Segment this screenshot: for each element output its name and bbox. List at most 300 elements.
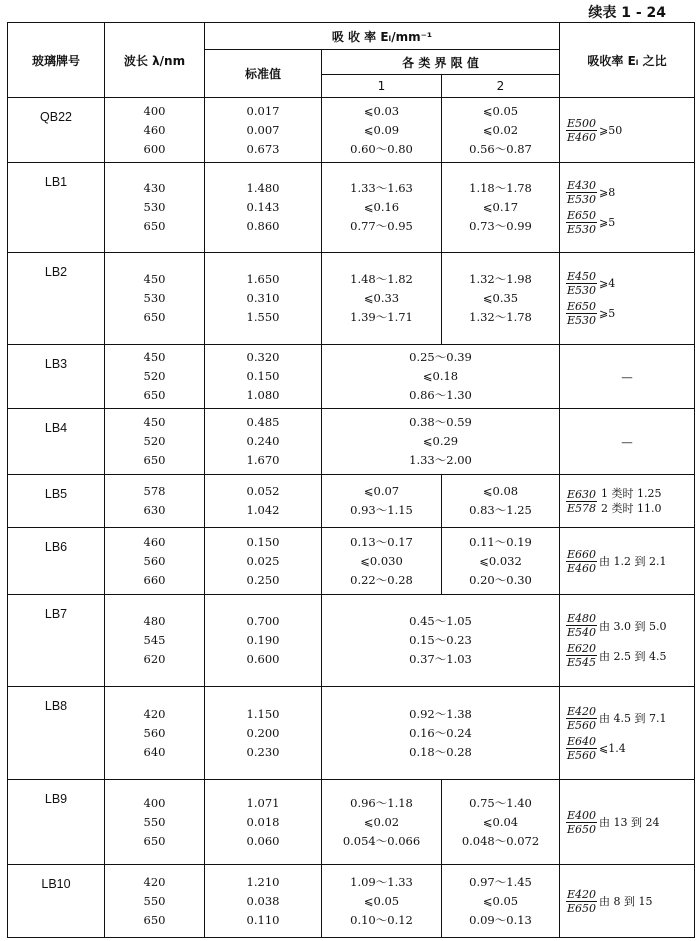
- standard-value-cell: [205, 595, 322, 687]
- ratio-denominator: E530: [567, 314, 597, 327]
- ratio-numerator: E650: [567, 209, 597, 222]
- ratio-cell: [560, 345, 695, 409]
- cell-value: 0.038: [246, 893, 280, 908]
- cell-value: 1.33～1.63: [350, 181, 413, 195]
- cell-value: ⩽0.04: [482, 814, 519, 829]
- cell-value: 0.485: [246, 415, 280, 429]
- glass-grade-cell: LB7: [8, 595, 105, 687]
- cell-value: ⩽0.02: [363, 814, 400, 829]
- limit-merged-cell: [322, 595, 560, 687]
- cell-value: 0.110: [246, 912, 280, 927]
- standard-value-cell: [205, 253, 322, 345]
- ratio-expression: [566, 179, 694, 206]
- cell-value: 0.25～0.39: [409, 350, 472, 364]
- cell-value: 620: [143, 652, 166, 666]
- cell-value: 0.025: [246, 553, 280, 568]
- header-ratio: 吸收率 Eₗ 之比: [560, 23, 695, 98]
- standard-value-cell-lines: [205, 873, 321, 930]
- ratio-expression: [566, 209, 694, 236]
- cell-value: 1.210: [246, 874, 280, 889]
- cell-value: ⩽0.02: [482, 122, 519, 137]
- header-wavelength: 波长 λ/nm: [105, 23, 205, 98]
- cell-value: 0.20～0.30: [469, 572, 532, 587]
- wavelength-cell-lines: [105, 794, 204, 851]
- table-caption: 续表 1 - 24: [588, 5, 666, 21]
- wavelength-cell-lines: [105, 270, 204, 327]
- cell-value: 0.73～0.99: [469, 219, 532, 233]
- cell-value: 0.86～1.30: [409, 388, 472, 402]
- ratio-condition: 由 1.2 到 2.1: [599, 555, 667, 568]
- cell-value: 1.670: [246, 453, 280, 467]
- cell-value: 0.97～1.45: [469, 874, 532, 889]
- cell-value: 460: [143, 122, 166, 137]
- ratio-condition: 由 13 到 24: [599, 816, 660, 829]
- cell-value: 400: [143, 103, 166, 118]
- cell-value: 520: [143, 369, 166, 383]
- limit-class1-cell: [322, 865, 442, 938]
- cell-value: 0.007: [246, 122, 280, 137]
- cell-value: 530: [143, 291, 166, 305]
- cell-value: ⩽0.16: [363, 200, 400, 214]
- limit-class1-cell-lines: [322, 794, 441, 851]
- limit-class2-cell-lines: [442, 179, 559, 236]
- header-absorption: 吸 收 率 Eₗ/mm⁻¹: [205, 23, 560, 50]
- glass-grade-cell: LB3: [8, 345, 105, 409]
- standard-value-cell: [205, 687, 322, 780]
- ratio-numerator: E640: [567, 734, 597, 748]
- cell-value: 560: [143, 725, 166, 740]
- header-standard: 标准值: [205, 50, 322, 98]
- table-row: [8, 98, 695, 163]
- ratio-fraction: [566, 888, 597, 915]
- standard-value-cell: [205, 98, 322, 163]
- cell-value: 1.09～1.33: [350, 874, 413, 889]
- ratio-denominator: E560: [567, 718, 597, 732]
- ratio-condition: ⩾50: [599, 123, 623, 137]
- wavelength-cell: [105, 409, 205, 475]
- ratio-numerator: E400: [567, 808, 597, 822]
- standard-value-cell: [205, 528, 322, 595]
- cell-value: ⩽0.05: [482, 893, 519, 908]
- cell-value: ⩽0.29: [422, 434, 459, 448]
- cell-value: ⩽0.09: [363, 122, 400, 137]
- cell-value: 0.93～1.15: [350, 503, 413, 517]
- ratio-fraction: [566, 300, 597, 327]
- cell-value: ⩽0.33: [363, 291, 400, 305]
- standard-value-cell-lines: [205, 612, 321, 669]
- wavelength-cell-lines: [105, 612, 204, 669]
- ratio-fraction: [566, 179, 597, 206]
- ratio-condition: 由 3.0 到 5.0: [599, 619, 667, 633]
- limit-class1-cell: [322, 475, 442, 528]
- cell-value: 560: [143, 553, 166, 568]
- table-row: [8, 409, 695, 475]
- ratio-condition: ⩾8: [599, 186, 616, 199]
- ratio-class-values: [601, 486, 661, 516]
- wavelength-cell: [105, 475, 205, 528]
- ratio-class-line: 2 类时 11.0: [601, 502, 662, 515]
- standard-value-cell-lines: [205, 179, 321, 236]
- standard-value-cell-lines: [205, 533, 321, 590]
- wavelength-cell-lines: [105, 102, 204, 159]
- wavelength-cell: [105, 163, 205, 253]
- standard-value-cell-lines: [205, 102, 321, 159]
- cell-value: ⩽0.07: [363, 484, 400, 498]
- cell-value: 0.052: [246, 484, 280, 498]
- cell-value: 0.600: [246, 652, 280, 666]
- cell-value: 0.060: [246, 833, 280, 848]
- standard-value-cell: [205, 163, 322, 253]
- cell-value: 530: [143, 200, 166, 214]
- ratio-cell: [560, 475, 695, 528]
- cell-value: 520: [143, 434, 166, 448]
- limit-class2-cell-lines: [442, 873, 559, 930]
- cell-value: 1.39～1.71: [350, 310, 413, 324]
- ratio-denominator: E460: [567, 130, 597, 144]
- cell-value: 0.56～0.87: [469, 141, 532, 156]
- limit-class1-cell: [322, 780, 442, 865]
- ratio-fraction: [566, 117, 597, 144]
- no-ratio-dash: —: [621, 369, 633, 384]
- limit-merged-cell-lines: [322, 348, 559, 405]
- limit-class1-cell: [322, 528, 442, 595]
- ratio-cell: [560, 865, 695, 938]
- cell-value: 650: [143, 833, 166, 848]
- wavelength-cell: [105, 253, 205, 345]
- ratio-expression: [566, 548, 694, 575]
- wavelength-cell-lines: [105, 348, 204, 405]
- limit-class1-cell-lines: [322, 102, 441, 159]
- cell-value: 1.32～1.78: [469, 310, 532, 324]
- ratio-cell: [560, 687, 695, 780]
- header-class-2: 2: [442, 75, 560, 98]
- ratio-fraction: [566, 705, 597, 732]
- standard-value-cell: [205, 865, 322, 938]
- standard-value-cell-lines: [205, 270, 321, 327]
- standard-value-cell: [205, 409, 322, 475]
- cell-value: 0.048～0.072: [461, 833, 540, 848]
- cell-value: 0.11～0.19: [469, 534, 532, 549]
- header-class-1: 1: [322, 75, 442, 98]
- cell-value: ⩽0.17: [482, 200, 519, 214]
- cell-value: 0.250: [246, 572, 280, 587]
- cell-value: 0.054～0.066: [342, 833, 421, 848]
- limit-class2-cell-lines: [442, 794, 559, 851]
- limit-class2-cell: [442, 475, 560, 528]
- ratio-numerator: E480: [567, 612, 597, 625]
- cell-value: 0.45～1.05: [409, 614, 472, 628]
- absorption-table: [7, 22, 695, 938]
- table-row: [8, 253, 695, 345]
- cell-value: ⩽0.032: [479, 553, 522, 568]
- limit-class2-cell: [442, 163, 560, 253]
- standard-value-cell: [205, 345, 322, 409]
- glass-grade-cell: LB9: [8, 780, 105, 865]
- limit-class1-cell: [322, 253, 442, 345]
- table-row: [8, 163, 695, 253]
- cell-value: ⩽0.030: [360, 553, 403, 568]
- ratio-cell: [560, 253, 695, 345]
- cell-value: 0.200: [246, 725, 280, 740]
- ratio-condition: ⩾5: [599, 216, 616, 229]
- cell-value: 0.143: [246, 200, 280, 214]
- ratio-condition: 由 8 到 15: [599, 895, 653, 908]
- cell-value: 0.77～0.95: [350, 219, 413, 233]
- table-row: [8, 595, 695, 687]
- cell-value: 0.38～0.59: [409, 415, 472, 429]
- ratio-numerator: E660: [567, 547, 597, 561]
- ratio-expression: [566, 486, 694, 516]
- cell-value: 0.96～1.18: [350, 795, 413, 810]
- cell-value: 1.071: [246, 795, 280, 810]
- cell-value: 0.320: [246, 350, 280, 364]
- ratio-fraction: [566, 642, 597, 669]
- ratio-denominator: E530: [567, 284, 597, 297]
- standard-value-cell-lines: [205, 348, 321, 405]
- cell-value: 0.310: [246, 291, 280, 305]
- cell-value: 0.018: [246, 814, 280, 829]
- ratio-denominator: E578: [567, 501, 597, 515]
- ratio-cell: [560, 98, 695, 163]
- ratio-cell: [560, 528, 695, 595]
- standard-value-cell-lines: [205, 794, 321, 851]
- limit-merged-cell-lines: [322, 705, 559, 762]
- cell-value: 0.18～0.28: [409, 744, 472, 759]
- ratio-expression: [566, 809, 694, 836]
- limit-class2-cell: [442, 98, 560, 163]
- ratio-expression: [566, 612, 694, 639]
- cell-value: ⩽0.08: [482, 484, 519, 498]
- cell-value: 0.60～0.80: [350, 141, 413, 156]
- cell-value: 0.10～0.12: [350, 912, 413, 927]
- glass-grade-cell: LB8: [8, 687, 105, 780]
- glass-grade-cell: LB5: [8, 475, 105, 528]
- cell-value: 550: [143, 814, 166, 829]
- ratio-numerator: E500: [567, 116, 597, 130]
- limit-merged-cell-lines: [322, 612, 559, 669]
- cell-value: 640: [143, 744, 166, 759]
- table-row: [8, 780, 695, 865]
- cell-value: 1.32～1.98: [469, 272, 532, 286]
- cell-value: 0.15～0.23: [409, 633, 472, 647]
- limit-class2-cell-lines: [442, 102, 559, 159]
- ratio-denominator: E650: [567, 822, 597, 836]
- cell-value: 420: [143, 874, 166, 889]
- cell-value: ⩽0.05: [482, 103, 519, 118]
- table-body: [8, 98, 695, 938]
- ratio-numerator: E430: [567, 179, 597, 192]
- ratio-denominator: E545: [567, 656, 597, 669]
- cell-value: 460: [143, 534, 166, 549]
- glass-grade-cell: LB4: [8, 409, 105, 475]
- wavelength-cell: [105, 780, 205, 865]
- ratio-fraction: [566, 612, 597, 639]
- wavelength-cell: [105, 595, 205, 687]
- wavelength-cell: [105, 98, 205, 163]
- ratio-expression: [566, 270, 694, 297]
- ratio-denominator: E530: [567, 223, 597, 236]
- cell-value: ⩽0.18: [422, 369, 459, 383]
- limit-class1-cell-lines: [322, 482, 441, 520]
- limit-class1-cell-lines: [322, 270, 441, 327]
- ratio-fraction: [566, 548, 597, 575]
- cell-value: 0.13～0.17: [350, 534, 413, 549]
- cell-value: 1.150: [246, 706, 280, 721]
- wavelength-cell: [105, 865, 205, 938]
- table-row: [8, 345, 695, 409]
- no-ratio-dash: —: [621, 434, 633, 449]
- cell-value: 630: [143, 503, 166, 517]
- ratio-cell: [560, 409, 695, 475]
- cell-value: 1.080: [246, 388, 280, 402]
- cell-value: 0.230: [246, 744, 280, 759]
- limit-class1-cell-lines: [322, 533, 441, 590]
- limit-class1-cell: [322, 98, 442, 163]
- cell-value: ⩽0.03: [363, 103, 400, 118]
- ratio-condition: ⩾4: [599, 277, 616, 290]
- limit-merged-cell: [322, 345, 560, 409]
- limit-class1-cell-lines: [322, 179, 441, 236]
- wavelength-cell-lines: [105, 533, 204, 590]
- glass-grade-cell: LB2: [8, 253, 105, 345]
- cell-value: 0.017: [246, 103, 280, 118]
- cell-value: 0.16～0.24: [409, 725, 472, 740]
- table-row: [8, 528, 695, 595]
- cell-value: 430: [143, 181, 166, 195]
- table-row: [8, 475, 695, 528]
- cell-value: 450: [143, 272, 166, 286]
- cell-value: 545: [143, 633, 166, 647]
- glass-grade-cell: QB22: [8, 98, 105, 163]
- ratio-denominator: E530: [567, 193, 597, 206]
- limit-class2-cell: [442, 253, 560, 345]
- ratio-numerator: E420: [567, 704, 597, 718]
- limit-class2-cell-lines: [442, 270, 559, 327]
- cell-value: 550: [143, 893, 166, 908]
- limit-class2-cell-lines: [442, 533, 559, 590]
- cell-value: 1.042: [246, 503, 280, 517]
- ratio-condition: 由 2.5 到 4.5: [599, 649, 667, 663]
- ratio-class-line: 1 类时 1.25: [601, 487, 662, 500]
- wavelength-cell: [105, 345, 205, 409]
- ratio-condition: 由 4.5 到 7.1: [599, 712, 667, 725]
- cell-value: ⩽0.05: [363, 893, 400, 908]
- cell-value: 1.33～2.00: [409, 453, 472, 467]
- ratio-cell: [560, 780, 695, 865]
- cell-value: 0.83～1.25: [469, 503, 532, 517]
- cell-value: 1.18～1.78: [469, 181, 532, 195]
- cell-value: 0.150: [246, 369, 280, 383]
- header-glass-grade: 玻璃牌号: [8, 23, 105, 98]
- limit-class2-cell: [442, 865, 560, 938]
- wavelength-cell: [105, 528, 205, 595]
- cell-value: 650: [143, 219, 166, 233]
- wavelength-cell-lines: [105, 179, 204, 236]
- ratio-numerator: E450: [567, 270, 597, 283]
- cell-value: 0.240: [246, 434, 280, 448]
- cell-value: 420: [143, 706, 166, 721]
- cell-value: 400: [143, 795, 166, 810]
- ratio-fraction: [566, 209, 597, 236]
- cell-value: 480: [143, 614, 166, 628]
- cell-value: 0.09～0.13: [469, 912, 532, 927]
- glass-grade-cell: LB10: [8, 865, 105, 938]
- ratio-fraction: [566, 735, 597, 762]
- ratio-fraction: [566, 270, 597, 297]
- cell-value: 1.480: [246, 181, 280, 195]
- cell-value: 0.37～1.03: [409, 652, 472, 666]
- ratio-numerator: E630: [567, 487, 597, 501]
- standard-value-cell-lines: [205, 482, 321, 520]
- cell-value: 0.700: [246, 614, 280, 628]
- limit-merged-cell-lines: [322, 413, 559, 470]
- wavelength-cell: [105, 687, 205, 780]
- limit-class1-cell-lines: [322, 873, 441, 930]
- cell-value: 1.550: [246, 310, 280, 324]
- cell-value: 650: [143, 388, 166, 402]
- ratio-fraction: [566, 488, 597, 515]
- limit-class2-cell: [442, 780, 560, 865]
- ratio-expression: [566, 642, 694, 669]
- ratio-denominator: E460: [567, 561, 597, 575]
- cell-value: 0.75～1.40: [469, 795, 532, 810]
- header-limits: 各 类 界 限 值: [322, 50, 560, 75]
- cell-value: 0.22～0.28: [350, 572, 413, 587]
- ratio-numerator: E620: [567, 642, 597, 655]
- glass-grade-cell: LB1: [8, 163, 105, 253]
- wavelength-cell-lines: [105, 705, 204, 762]
- ratio-numerator: E650: [567, 300, 597, 313]
- table-row: [8, 865, 695, 938]
- table-row: [8, 687, 695, 780]
- ratio-expression: [566, 735, 694, 762]
- limit-class2-cell-lines: [442, 482, 559, 520]
- ratio-expression: [566, 888, 694, 915]
- cell-value: 1.48～1.82: [350, 272, 413, 286]
- cell-value: 0.190: [246, 633, 280, 647]
- standard-value-cell-lines: [205, 705, 321, 762]
- ratio-condition: ⩽1.4: [599, 741, 626, 755]
- ratio-fraction: [566, 809, 597, 836]
- limit-class1-cell: [322, 163, 442, 253]
- cell-value: 650: [143, 310, 166, 324]
- cell-value: 578: [143, 484, 166, 498]
- cell-value: 600: [143, 141, 166, 156]
- wavelength-cell-lines: [105, 413, 204, 470]
- cell-value: 450: [143, 415, 166, 429]
- cell-value: 0.92～1.38: [409, 706, 472, 721]
- cell-value: 660: [143, 572, 166, 587]
- limit-merged-cell: [322, 687, 560, 780]
- cell-value: 450: [143, 350, 166, 364]
- ratio-denominator: E560: [567, 748, 597, 762]
- ratio-denominator: E650: [567, 901, 597, 915]
- ratio-expression: [566, 117, 694, 144]
- cell-value: 0.150: [246, 534, 280, 549]
- ratio-condition: ⩾5: [599, 307, 616, 320]
- cell-value: 650: [143, 912, 166, 927]
- standard-value-cell-lines: [205, 413, 321, 470]
- cell-value: ⩽0.35: [482, 291, 519, 305]
- wavelength-cell-lines: [105, 482, 204, 520]
- ratio-denominator: E540: [567, 626, 597, 639]
- wavelength-cell-lines: [105, 873, 204, 930]
- cell-value: 1.650: [246, 272, 280, 286]
- standard-value-cell: [205, 475, 322, 528]
- cell-value: 650: [143, 453, 166, 467]
- cell-value: 0.673: [246, 141, 280, 156]
- limit-class2-cell: [442, 528, 560, 595]
